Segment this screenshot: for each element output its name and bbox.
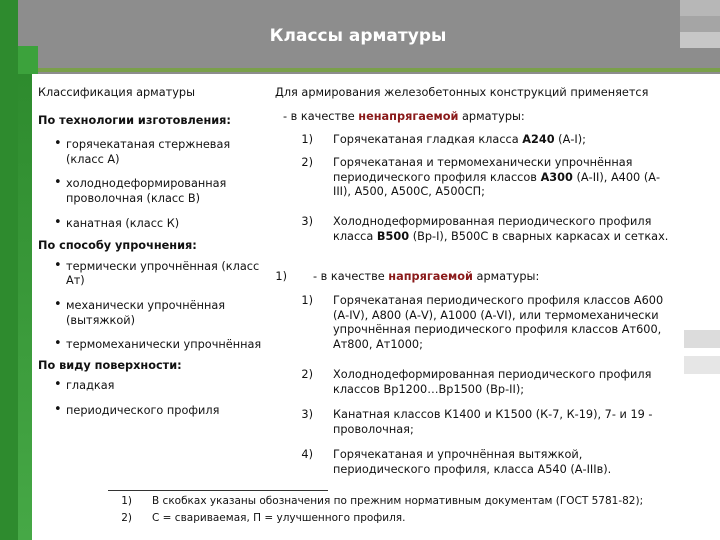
group1-list [38, 138, 270, 231]
stressed-heading [313, 270, 693, 285]
ns-prefix: - в качестве [283, 110, 359, 123]
footnote-1: В скобках указаны обозначения по прежним нормативным документам (ГОСТ 5781-82); [152, 495, 644, 507]
ns-item-3-pre: Холоднодеформированная периодического профиля класса [333, 215, 652, 243]
list-item: • термически упрочнённая (класс Ат) [38, 260, 270, 289]
page-title: Классы арматуры [269, 26, 447, 46]
left-gradient-panel [18, 74, 32, 540]
header-green-block [18, 46, 38, 74]
group3-list [38, 379, 270, 418]
ns-item-3-post: (Вр-I), В500С в сварных каркасах и сетках. [409, 229, 669, 243]
ps-item-2: Холоднодеформированная периодического профиля классов Вр1200…Вр1500 (Вр-II); [333, 368, 652, 396]
ns-item-2-pre: Горячекатаная и термомеханически упрочнённая периодического профиля классов [333, 156, 633, 184]
non-stressed-heading [283, 110, 693, 125]
ps-item-3-num: 3) [301, 408, 313, 421]
list-item: • гладкая [38, 379, 270, 394]
footnote-1-num: 1) [121, 495, 132, 507]
ns-item-1 [333, 133, 683, 148]
ps-item-1-num: 1) [301, 294, 313, 307]
decor-square-2 [680, 16, 720, 32]
ns-item-2-post: (А-II), А400 (А-III), А500, А500С, А500СП; [333, 170, 661, 199]
ps-word: напрягаемой [388, 270, 473, 283]
footnote-2-num: 2) [121, 512, 132, 524]
footnote-rule [108, 490, 328, 491]
ps-prefix: - в качестве [313, 270, 389, 283]
ns-item-1-num: 1) [301, 133, 313, 146]
group3-title: По виду поверхности: [38, 358, 182, 372]
ps-item-4: Горячекатаная и упрочнённая вытяжкой, периодического профиля, класса А540 (А-IIIв). [333, 448, 612, 476]
ps-item-3: Канатная классов К1400 и К1500 (К-7, К-19), 7- и 19 - проволочная; [333, 408, 653, 436]
list-item: • периодического профиля [38, 404, 270, 419]
ns-item-3-bold: В500 [376, 229, 410, 243]
decor-square-5 [684, 356, 720, 374]
ns-item-2-bold: А300 [540, 170, 573, 184]
list-item: • термомеханически упрочнённая [38, 338, 270, 353]
ns-item-1-post: (А-I); [554, 133, 586, 146]
list-item: • холоднодеформированная проволочная (класс В) [38, 177, 270, 206]
classification-heading: Классификация арматуры [38, 86, 195, 99]
ps-item-1: Горячекатаная периодического профиля классов А600 (А-IV), А800 (А-V), А1000 (А-VI), или термомеханически упрочнённая периодического профиля классов Ат600, Ат800, Ат1000; [333, 294, 664, 351]
ns-item-1-bold: А240 [522, 133, 555, 146]
group1-title: По технологии изготовления: [38, 113, 231, 127]
decor-square-4 [684, 330, 720, 348]
list-item: • горячекатаная стержневая (класс А) [38, 138, 270, 167]
left-green-stripe [0, 0, 18, 540]
ps-item-2-num: 2) [301, 368, 313, 381]
group2-title: По способу упрочнения: [38, 239, 197, 253]
ns-item-1-pre: Горячекатаная гладкая класса [333, 133, 523, 146]
left-column [38, 86, 270, 429]
footnote-2: С = свариваемая, П = улучшенного профиля. [152, 512, 406, 524]
ns-item-3 [333, 215, 675, 244]
ns-item-2 [333, 156, 675, 200]
header-underline [38, 68, 720, 72]
ns-word: ненапрягаемой [358, 110, 459, 123]
ps-suffix: арматуры: [472, 270, 540, 283]
decor-square-3 [680, 32, 720, 48]
group2-list [38, 260, 270, 353]
list-item: • механически упрочнённая (вытяжкой) [38, 299, 270, 328]
ns-item-2-num: 2) [301, 156, 313, 169]
list-item: • канатная (класс К) [38, 217, 270, 232]
intro-text: Для армирования железобетонных конструкций применяется [275, 86, 649, 99]
ps-item-4-num: 4) [301, 448, 313, 461]
ns-item-3-num: 3) [301, 215, 313, 228]
ns-suffix: арматуры: [458, 110, 525, 123]
decor-square-1 [680, 0, 720, 16]
ps-num: 1) [275, 270, 287, 283]
